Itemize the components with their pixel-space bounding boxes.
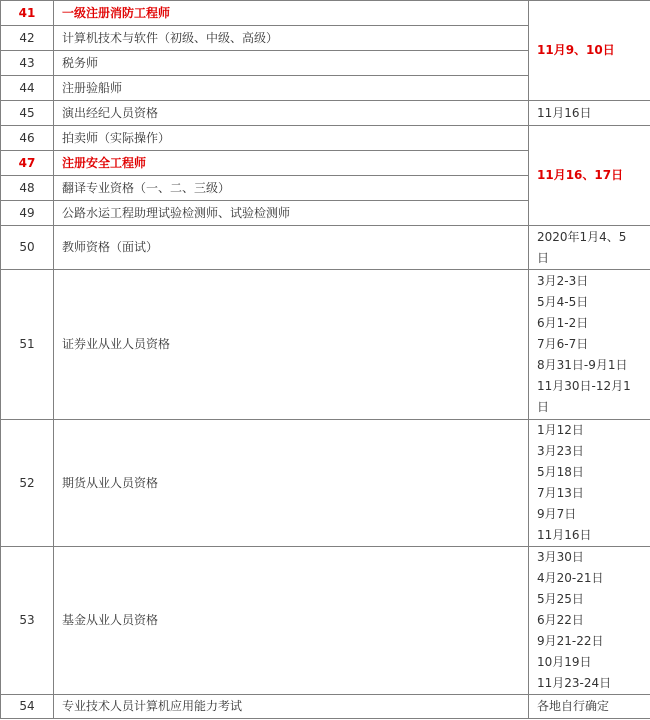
date-line: 日 xyxy=(537,250,550,265)
date-line: 4月20-21日 xyxy=(537,571,604,585)
date-line: 9月21-22日 xyxy=(537,634,604,648)
table-row xyxy=(1,270,650,420)
table-row xyxy=(1,126,650,151)
exam-name: 税务师 xyxy=(54,51,529,76)
date-line: 11月16日 xyxy=(537,528,592,542)
date-line: 3月30日 xyxy=(537,550,584,564)
exam-date: 各地自行确定 xyxy=(529,695,650,719)
date-line: 5月25日 xyxy=(537,592,584,606)
row-number: 42 xyxy=(1,26,54,51)
table-row xyxy=(1,695,650,719)
date-line: 7月13日 xyxy=(537,486,584,500)
row-number: 41 xyxy=(1,1,54,26)
exam-date: 11月9、10日 xyxy=(529,1,650,101)
exam-name: 证券业从业人员资格 xyxy=(54,270,529,420)
date-line: 日 xyxy=(537,400,550,414)
date-line: 3月2-3日 xyxy=(537,274,589,288)
row-number: 43 xyxy=(1,51,54,76)
row-number: 45 xyxy=(1,101,54,126)
exam-name: 教师资格（面试） xyxy=(54,226,529,270)
exam-date xyxy=(529,420,650,547)
table-row xyxy=(1,1,650,26)
exam-name: 拍卖师（实际操作） xyxy=(54,126,529,151)
date-line: 8月31日-9月1日 xyxy=(537,358,628,372)
exam-name: 演出经纪人员资格 xyxy=(54,101,529,126)
row-number: 47 xyxy=(1,151,54,176)
table-row xyxy=(1,547,650,695)
exam-name: 计算机技术与软件（初级、中级、高级） xyxy=(54,26,529,51)
date-line: 5月4-5日 xyxy=(537,295,589,309)
row-number: 44 xyxy=(1,76,54,101)
date-line: 11月23-24日 xyxy=(537,676,612,690)
exam-date xyxy=(529,547,650,695)
row-number: 46 xyxy=(1,126,54,151)
date-line: 10月19日 xyxy=(537,655,592,669)
exam-name: 注册验船师 xyxy=(54,76,529,101)
exam-name: 注册安全工程师 xyxy=(54,151,529,176)
date-line: 2020年1月4、5 xyxy=(537,229,627,244)
row-number: 48 xyxy=(1,176,54,201)
exam-name: 期货从业人员资格 xyxy=(54,420,529,547)
exam-name: 一级注册消防工程师 xyxy=(54,1,529,26)
table-row xyxy=(1,420,650,547)
row-number: 50 xyxy=(1,226,54,270)
date-line: 9月7日 xyxy=(537,507,577,521)
exam-name: 公路水运工程助理试验检测师、试验检测师 xyxy=(54,201,529,226)
row-number: 52 xyxy=(1,420,54,547)
date-line: 6月1-2日 xyxy=(537,316,589,330)
date-line: 5月18日 xyxy=(537,465,584,479)
row-number: 49 xyxy=(1,201,54,226)
table-row xyxy=(1,226,650,270)
date-line: 3月23日 xyxy=(537,444,584,458)
exam-name: 专业技术人员计算机应用能力考试 xyxy=(54,695,529,719)
exam-date: 11月16日 xyxy=(529,101,650,126)
exam-name: 翻译专业资格（一、二、三级） xyxy=(54,176,529,201)
exam-date: 11月16、17日 xyxy=(529,126,650,226)
date-line: 7月6-7日 xyxy=(537,337,589,351)
date-line: 6月22日 xyxy=(537,613,584,627)
exam-name: 基金从业人员资格 xyxy=(54,547,529,695)
exam-date xyxy=(529,226,650,270)
table-row xyxy=(1,101,650,126)
date-line: 11月30日-12月1 xyxy=(537,379,631,393)
date-line: 1月12日 xyxy=(537,423,584,437)
exam-date xyxy=(529,270,650,420)
row-number: 51 xyxy=(1,270,54,420)
row-number: 54 xyxy=(1,695,54,719)
row-number: 53 xyxy=(1,547,54,695)
